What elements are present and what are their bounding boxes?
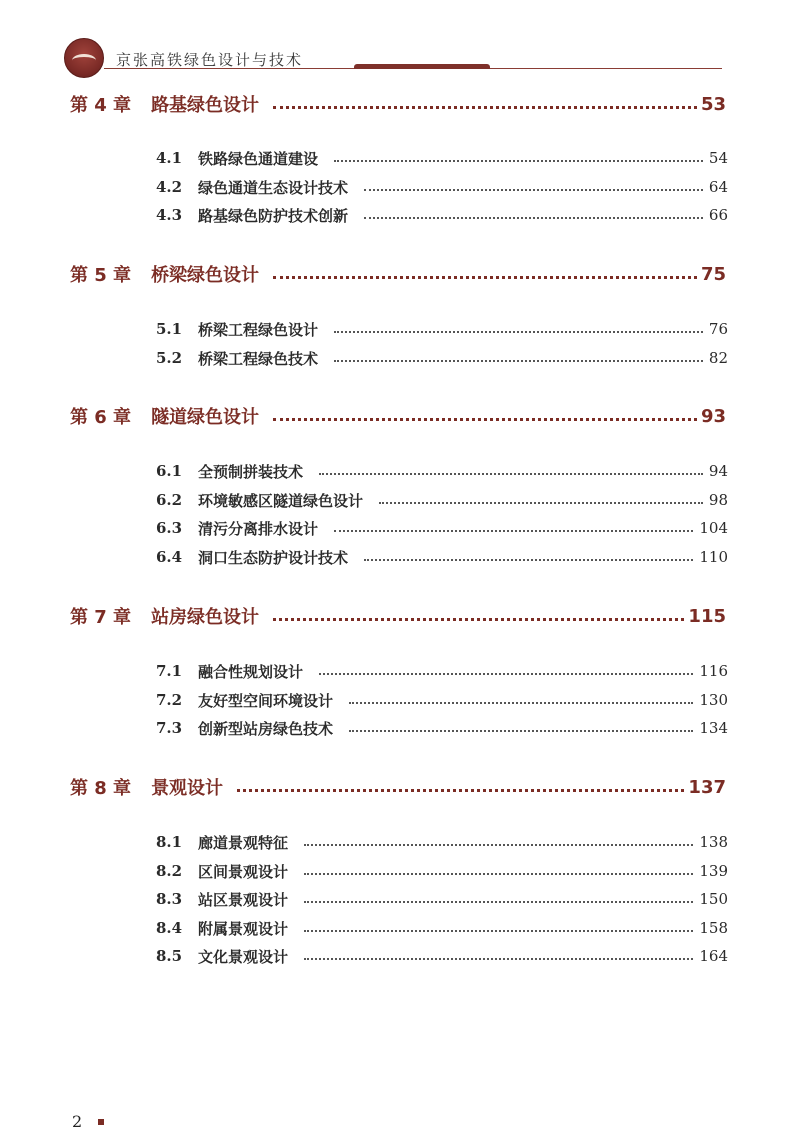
dot-leader — [304, 844, 693, 846]
chapter-number: 第 5 章 — [70, 265, 132, 286]
section-title: 站区景观设计 — [198, 890, 289, 909]
dot-leader — [319, 473, 703, 475]
chapter-title: 路基绿色设计 — [151, 95, 260, 116]
chapter-number: 第 4 章 — [70, 95, 132, 116]
chapter-page-number: 137 — [688, 776, 726, 798]
section-page-number: 94 — [708, 462, 728, 480]
section-row[interactable] — [156, 460, 728, 482]
section-page-number: 76 — [708, 320, 728, 338]
section-row[interactable] — [156, 546, 728, 568]
section-title: 桥梁工程绿色设计 — [198, 320, 319, 339]
section-title: 铁路绿色通道建设 — [198, 149, 319, 168]
dot-leader — [379, 502, 703, 504]
section-title: 洞口生态防护设计技术 — [198, 548, 349, 567]
section-page-number: 116 — [699, 662, 728, 680]
section-page-number: 130 — [699, 691, 728, 709]
section-page-number: 164 — [699, 947, 728, 965]
section-number: 4.2 — [156, 178, 183, 196]
dot-leader — [273, 106, 697, 109]
section-row[interactable] — [156, 945, 728, 967]
section-number: 7.3 — [156, 719, 183, 737]
section-title: 廊道景观特征 — [198, 833, 289, 852]
chapter-number: 第 6 章 — [70, 407, 132, 428]
section-page-number: 98 — [708, 491, 728, 509]
section-number: 6.2 — [156, 491, 183, 509]
section-number: 6.3 — [156, 519, 183, 537]
section-page-number: 54 — [708, 149, 728, 167]
dot-leader — [334, 530, 693, 532]
dot-leader — [273, 276, 697, 279]
section-number: 8.1 — [156, 833, 183, 851]
section-page-number: 104 — [699, 519, 728, 537]
section-title: 友好型空间环境设计 — [198, 691, 334, 710]
section-page-number: 64 — [708, 178, 728, 196]
dot-leader — [364, 217, 703, 219]
dot-leader — [237, 789, 684, 792]
section-row[interactable] — [156, 888, 728, 910]
section-number: 5.2 — [156, 349, 183, 367]
section-title: 文化景观设计 — [198, 947, 289, 966]
section-page-number: 158 — [699, 919, 728, 937]
section-row[interactable] — [156, 347, 728, 369]
section-page-number: 139 — [699, 862, 728, 880]
section-title: 附属景观设计 — [198, 919, 289, 938]
section-row[interactable] — [156, 318, 728, 340]
dot-leader — [273, 618, 684, 621]
dot-leader — [334, 360, 703, 362]
section-row[interactable] — [156, 660, 728, 682]
chapter-number: 第 7 章 — [70, 607, 132, 628]
section-page-number: 138 — [699, 833, 728, 851]
section-title: 路基绿色防护技术创新 — [198, 206, 349, 225]
chapter-page-number: 115 — [688, 605, 726, 627]
page-number: 2 — [72, 1112, 83, 1131]
section-page-number: 134 — [699, 719, 728, 737]
section-number: 4.3 — [156, 206, 183, 224]
section-number: 7.2 — [156, 691, 183, 709]
dot-leader — [304, 873, 693, 875]
section-title: 区间景观设计 — [198, 862, 289, 881]
section-title: 环境敏感区隧道绿色设计 — [198, 491, 364, 510]
section-number: 4.1 — [156, 149, 183, 167]
section-number: 6.4 — [156, 548, 183, 566]
section-number: 7.1 — [156, 662, 183, 680]
chapter-row[interactable] — [70, 402, 726, 430]
footer-square-icon — [98, 1119, 104, 1125]
section-number: 8.2 — [156, 862, 183, 880]
section-row[interactable] — [156, 689, 728, 711]
section-page-number: 110 — [699, 548, 728, 566]
chapter-number: 第 8 章 — [70, 778, 132, 799]
chapter-title: 站房绿色设计 — [151, 607, 260, 628]
dot-leader — [349, 702, 693, 704]
running-header-title: 京张高铁绿色设计与技术 — [116, 51, 304, 69]
dot-leader — [349, 730, 693, 732]
section-page-number: 66 — [708, 206, 728, 224]
dot-leader — [273, 418, 697, 421]
chapter-row[interactable] — [70, 260, 726, 288]
chapter-row[interactable] — [70, 90, 726, 118]
chapter-title: 桥梁绿色设计 — [151, 265, 260, 286]
section-number: 6.1 — [156, 462, 183, 480]
section-number: 5.1 — [156, 320, 183, 338]
section-row[interactable] — [156, 831, 728, 853]
dot-leader — [364, 559, 693, 561]
section-row[interactable] — [156, 517, 728, 539]
section-number: 8.3 — [156, 890, 183, 908]
chapter-page-number: 53 — [700, 93, 726, 115]
section-page-number: 150 — [699, 890, 728, 908]
chapter-row[interactable] — [70, 773, 726, 801]
chapter-title: 隧道绿色设计 — [151, 407, 260, 428]
section-row[interactable] — [156, 176, 728, 198]
dot-leader — [304, 958, 693, 960]
section-number: 8.4 — [156, 919, 183, 937]
chapter-page-number: 93 — [700, 405, 726, 427]
dot-leader — [364, 189, 703, 191]
section-title: 绿色通道生态设计技术 — [198, 178, 349, 197]
section-title: 创新型站房绿色技术 — [198, 719, 334, 738]
dot-leader — [319, 673, 693, 675]
section-page-number: 82 — [708, 349, 728, 367]
section-number: 8.5 — [156, 947, 183, 965]
chapter-page-number: 75 — [700, 263, 726, 285]
section-title: 桥梁工程绿色技术 — [198, 349, 319, 368]
section-title: 融合性规划设计 — [198, 662, 304, 681]
section-row[interactable] — [156, 204, 728, 226]
dot-leader — [334, 331, 703, 333]
dot-leader — [334, 160, 703, 162]
chapter-title: 景观设计 — [151, 778, 224, 799]
dot-leader — [304, 930, 693, 932]
section-row[interactable] — [156, 147, 728, 169]
section-title: 清污分离排水设计 — [198, 519, 319, 538]
section-title: 全预制拼装技术 — [198, 462, 304, 481]
chapter-row[interactable] — [70, 602, 726, 630]
section-row[interactable] — [156, 917, 728, 939]
dot-leader — [304, 901, 693, 903]
section-row[interactable] — [156, 489, 728, 511]
section-row[interactable] — [156, 860, 728, 882]
section-row[interactable] — [156, 717, 728, 739]
